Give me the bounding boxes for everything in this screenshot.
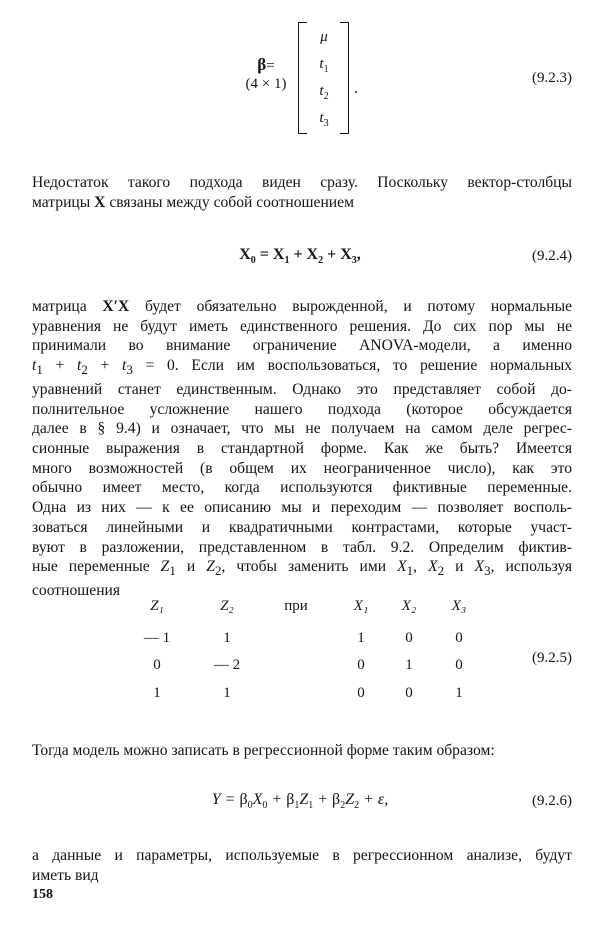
- header-x3: X₃: [451, 598, 467, 614]
- beta-dimension: (4 × 1): [245, 76, 287, 92]
- paragraph-3: Тогда модель можно записать в регрессионной форме таким образом:: [32, 742, 495, 759]
- equation-9-2-4: $X_0 = X_1 + X_2 + X_3$,: [239, 246, 361, 267]
- para1-line-2: матрицы X связаны между собой соотношением: [32, 193, 354, 211]
- page-number: 158: [32, 887, 53, 902]
- beta-lhs: β= (4 × 1): [245, 55, 287, 92]
- vector-entry-t2: $t_2$: [319, 83, 329, 102]
- beta-symbol: β: [257, 55, 267, 74]
- equation-number-9-2-6: (9.2.6): [532, 793, 572, 809]
- header-x2: X₂: [401, 598, 417, 614]
- right-bracket: [340, 22, 349, 134]
- parameter-vector: [310, 24, 338, 132]
- header-x1: X₁: [353, 598, 369, 614]
- left-bracket: [298, 22, 307, 134]
- vector-entry-mu: μ: [320, 29, 328, 45]
- equation-number-9-2-5: (9.2.5): [532, 650, 572, 666]
- header-z1: Z₁: [150, 598, 164, 614]
- table-9-2-5: Z₁ Z₂ при X₁ X₂ X₃ — 1 1 1 0 0 0 — 2 0 1 0 1 1 0 0 1: [0, 598, 600, 718]
- equation-9-2-3: β= (4 × 1) μ $t_1$ $t_2$ $t_3$ .: [240, 22, 390, 134]
- vector-entry-t3: $t_3$: [319, 110, 329, 129]
- header-z2: Z₂: [220, 598, 234, 614]
- header-pri: при: [284, 598, 308, 614]
- vector-entry-t1: $t_1$: [319, 56, 329, 75]
- equation-9-2-6: $Y = \beta_0X_0 + \beta_1Z_1 + \beta_2Z_2 + \varepsilon$,: [211, 791, 389, 812]
- equation-number-9-2-4: (9.2.4): [532, 248, 572, 264]
- paragraph-4: а данные и параметры, используемые в регрессионном анализе, будут иметь вид: [32, 847, 572, 884]
- paragraph-2: матрица X′X будет обязательно вырожденной, и потому нормальные уравнения не будут иметь единственного решения. До сих пор мы не принимали во внимание ограничение ANOVA-модели, а именно $t_1 + t_2 + t_3 = 0$. Если им воспользоваться, то решение нормальных уравнений станет единственным. Однако это представляет собой до- полнительное усложнение нашего подхода (которое обсуждается далее в § 9.4) и означает, что мы не получаем на самом деле регрес- сионные выражения в стандартной форме. Как же быть? Имеется много возможностей (в общем их неограниченное число), как это обычно имеет место, когда используются фиктивные переменные. Одна из них — к ее описанию мы и переходим — позволяет восполь- зоваться линейными и квадратичными контрастами, которые участ- вуют в разложении, представленном в табл. 9.2. Определим фиктив- ные переменные $Z_1$ и $Z_2$, чтобы заменить ими $X_1$, $X_2$ и $X_3$, используя соотношения: [32, 298, 572, 600]
- paragraph-1: Недостаток такого подхода виден сразу. Поскольку вектор-столбцы матрицы X связаны между собой соотношением: [32, 174, 572, 211]
- equation-number-9-2-3: (9.2.3): [532, 70, 572, 86]
